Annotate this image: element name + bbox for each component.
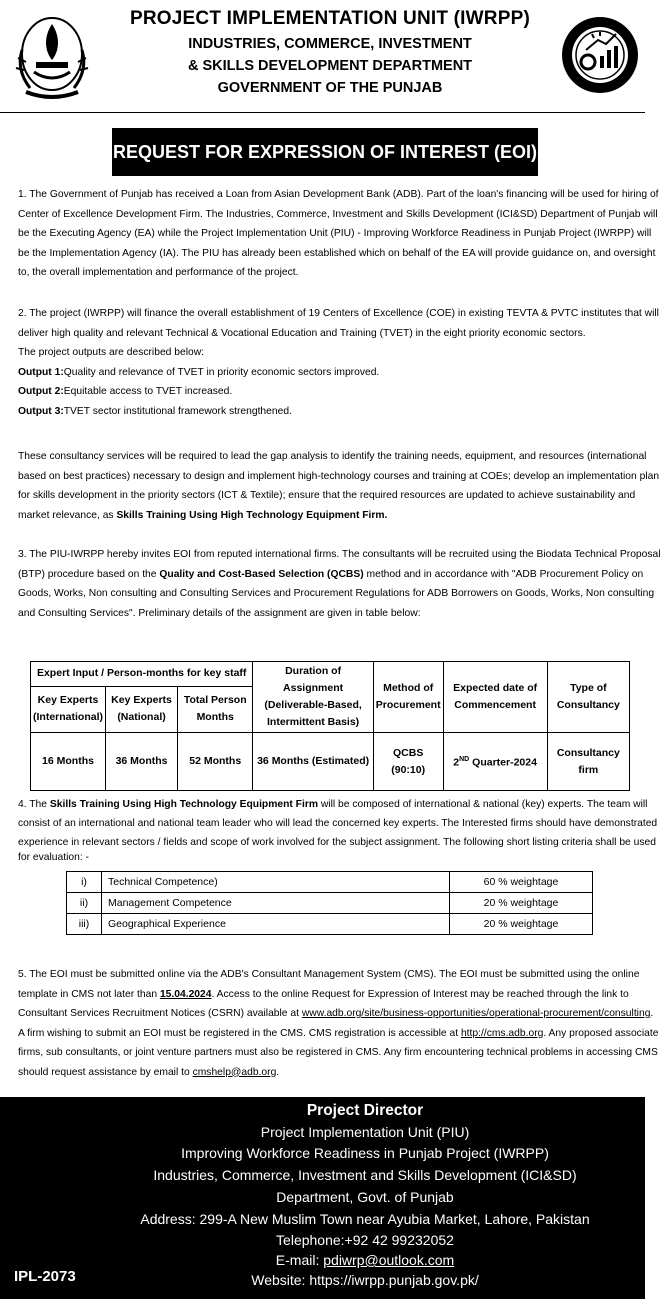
- department-seal: [560, 6, 640, 104]
- date-number: 2: [453, 756, 460, 769]
- text-part: . Access to the online Request for Expression of Interest may be reached through the link to: [211, 988, 629, 1000]
- footer-line: Project Implementation Unit (PIU): [260, 1124, 470, 1140]
- footer-title: Project Director: [306, 1102, 424, 1119]
- criteria-name: Management Competence: [102, 893, 450, 914]
- text-line: [18, 1063, 638, 1083]
- text-part: market relevance, as: [18, 509, 117, 521]
- text-part: A firm wishing to submit an EOI must be registered in the CMS. CMS registration is accessible at: [18, 1027, 461, 1039]
- table-cell: 36 Months (Estimated): [253, 733, 373, 791]
- criteria-number: iii): [67, 914, 102, 935]
- text-line: consist of an international and national team leader who will lead the concerned key experts. The Interested firms should have demonstrated: [18, 818, 658, 829]
- footer-address: Address: 299-A New Muslim Town near Ayubia Market, Lahore, Pakistan: [140, 1211, 590, 1227]
- assignment-table: [30, 661, 630, 791]
- cms-help-email[interactable]: cmshelp@adb.org: [192, 1066, 277, 1078]
- table-row: [67, 914, 593, 935]
- text-part: (BTP) procedure based on the: [18, 568, 160, 580]
- criteria-number: ii): [67, 893, 102, 914]
- text-line: Center of Excellence Development Firm. The Industries, Commerce, Investment and Skills Development (ICI&SD) Department of Punjab will: [18, 208, 658, 220]
- punjab-government-emblem: [12, 10, 92, 98]
- email-label: E-mail:: [275, 1252, 324, 1268]
- text-part: .: [276, 1066, 280, 1078]
- text-line: [18, 985, 638, 1005]
- paragraph-2: [18, 304, 659, 421]
- eoi-banner: REQUEST FOR EXPRESSION OF INTEREST (EOI): [112, 128, 538, 176]
- output-label: Output 3:: [18, 405, 64, 417]
- text-line: for skills development in the priority sectors (ICT & Textile); ensure that the required resources are updated to achieve sustainability and: [18, 490, 636, 501]
- paragraph-5: [18, 965, 659, 1082]
- criteria-weight: 20 % weightage: [450, 893, 593, 914]
- criteria-name: Technical Competence): [102, 872, 450, 893]
- contact-footer: [0, 1097, 645, 1299]
- criteria-weight: 60 % weightage: [450, 872, 593, 893]
- firm-name: Skills Training Using High Technology Equipment Firm: [49, 799, 318, 810]
- output-1: [18, 363, 638, 383]
- text-line: [18, 565, 644, 585]
- text-line: and Consulting Services". Preliminary details of the assignment are given in table below:: [18, 607, 421, 619]
- table-cell: 52 Months: [178, 733, 253, 791]
- output-2: [18, 382, 638, 402]
- text-part: 4. The: [18, 799, 50, 810]
- paragraph-4: [18, 795, 658, 864]
- text-line: Goods, Works, Non consulting and Consulting Services and Procurement Regulations for ADB Borrowers on Goods, Works, Non consulting: [18, 588, 655, 599]
- cms-link[interactable]: http://cms.adb.org: [460, 1027, 544, 1039]
- table-row: [67, 872, 593, 893]
- text-line: The project outputs are described below:: [18, 347, 205, 358]
- website-label: Website:: [251, 1272, 310, 1288]
- output-text: TVET sector institutional framework strengthened.: [63, 405, 292, 417]
- table-cell: Consultancy firm: [547, 733, 629, 791]
- text-line: 1. The Government of Punjab has received a Loan from Asian Development Bank (ADB). Part of the loan's financing will be used for hiring of: [18, 189, 659, 200]
- text-line: be the Executing Agency (EA) while the Project Implementation Unit (PIU) - Improving Workforce Readiness in Punjab Project (IWRPP) will: [18, 228, 652, 239]
- text-line: be the Implementation Agency (IA). The PIU has already been established which on behalf of the EA will provide guidance on, and oversight: [18, 247, 656, 259]
- text-part: Consultant Services Recruitment Notices (CSRN) available at: [18, 1008, 302, 1019]
- text-line: to, the overall implementation and performance of the project.: [18, 267, 299, 278]
- text-part: method and in accordance with "ADB Procurement Policy on: [363, 568, 644, 580]
- date-header: Expected date of Commencement: [443, 662, 547, 733]
- text-part: should request assistance by email to: [18, 1066, 193, 1078]
- footer-phone: Telephone:+92 42 99232052: [276, 1232, 454, 1248]
- text-part: . Any proposed associate: [543, 1027, 659, 1039]
- key-natl-header: Key Experts (National): [106, 686, 178, 732]
- output-label: Output 1:: [18, 366, 64, 378]
- table-row: [67, 893, 593, 914]
- qcbs-method: Quality and Cost-Based Selection (QCBS): [159, 568, 364, 580]
- text-line: firms, sub consultants, or joint venture partners must also be registered in CMS. Any firm encountering technical problems in accessing CMS: [18, 1047, 658, 1058]
- paragraph-3: [18, 545, 661, 623]
- text-part: will be composed of international & national (key) experts. The team will: [318, 799, 648, 810]
- text-line: for evaluation: -: [18, 852, 89, 863]
- text-line: These consultancy services will be required to lead the gap analysis to identify the training needs, equipment, and resources (international: [18, 451, 647, 462]
- criteria-table: [66, 871, 593, 935]
- method-header: Method of Procurement: [373, 662, 443, 733]
- table-cell: QCBS (90:10): [373, 733, 443, 791]
- dept-line-1: INDUSTRIES, COMMERCE, INVESTMENT: [188, 36, 472, 52]
- text-line: [18, 1004, 654, 1024]
- output-3: [18, 402, 638, 422]
- output-text: Quality and relevance of TVET in priority economic sectors improved.: [63, 366, 380, 378]
- paragraph-1: [18, 185, 659, 283]
- text-line: 3. The PIU-IWRPP hereby invites EOI from reputed international firms. The consultants will be recruited using the Biodata Technical Proposal: [18, 549, 661, 560]
- firm-name: Skills Training Using High Technology Equipment Firm.: [116, 509, 388, 521]
- total-pm-header: Total Person Months: [178, 686, 253, 732]
- table-row: [31, 733, 630, 791]
- text-line: deliver high quality and relevant Technical & Vocational Education and Training (TVET) in the eight priority economic sectors.: [18, 327, 586, 339]
- website-link[interactable]: https://iwrpp.punjab.gov.pk/: [309, 1272, 479, 1288]
- footer-line: Industries, Commerce, Investment and Skills Development (ICI&SD): [153, 1167, 577, 1183]
- org-title: PROJECT IMPLEMENTATION UNIT (IWRPP): [129, 8, 530, 29]
- date-text: Quarter-2024: [469, 756, 537, 769]
- footer-line: Department, Govt. of Punjab: [276, 1189, 454, 1205]
- type-header: Type of Consultancy: [547, 662, 629, 733]
- date-suffix: ND: [459, 756, 470, 764]
- text-line: 5. The EOI must be submitted online via the ADB's Consultant Management System (CMS). The EOI must be submitted using the online: [18, 969, 640, 980]
- government-line: GOVERNMENT OF THE PUNJAB: [217, 80, 443, 96]
- adb-consulting-link[interactable]: www.adb.org/site/business-opportunities/operational-procurement/consulting: [301, 1008, 651, 1019]
- dept-line-2: & SKILLS DEVELOPMENT DEPARTMENT: [187, 58, 473, 74]
- footer-email: [120, 1252, 610, 1268]
- text-line: [18, 795, 648, 814]
- table-cell: 16 Months: [31, 733, 106, 791]
- criteria-weight: 20 % weightage: [450, 914, 593, 935]
- key-intl-header: Key Experts (International): [31, 686, 106, 732]
- table-row: [31, 662, 630, 687]
- duration-header: Duration of Assignment (Deliverable-Based, Intermittent Basis): [253, 662, 373, 733]
- text-line: based on best practices) necessary to design and implement high-technology courses and training at COEs; develop an implementation plan: [18, 470, 660, 482]
- text-part: template in CMS not later than: [18, 988, 160, 1000]
- table-cell: [443, 733, 547, 791]
- text-line: [18, 506, 638, 526]
- footer-line: Improving Workforce Readiness in Punjab Project (IWRPP): [181, 1145, 549, 1161]
- table-cell: 36 Months: [106, 733, 178, 791]
- criteria-name: Geographical Experience: [102, 914, 450, 935]
- text-line: [18, 1024, 659, 1044]
- text-line: experience in relevant sectors / fields and scope of work involved for the subject assignment. The following short listing criteria shall be used: [18, 837, 656, 848]
- consultancy-paragraph: [18, 447, 660, 525]
- text-line: 2. The project (IWRPP) will finance the overall establishment of 19 Centers of Excellence (COE) in existing TEVTA & PVTC institutes that will: [18, 308, 659, 319]
- criteria-number: i): [67, 872, 102, 893]
- letterhead: [0, 0, 645, 113]
- output-label: Output 2:: [18, 386, 64, 397]
- text-part: .: [650, 1008, 654, 1019]
- ipl-number: IPL-2073: [14, 1268, 76, 1285]
- footer-website: [120, 1272, 610, 1288]
- email-link[interactable]: pdiwrp@outlook.com: [323, 1252, 455, 1268]
- deadline-date: 15.04.2024: [159, 988, 212, 1000]
- group-header: Expert Input / Person-months for key staff: [31, 662, 253, 687]
- output-text: Equitable access to TVET increased.: [63, 386, 233, 397]
